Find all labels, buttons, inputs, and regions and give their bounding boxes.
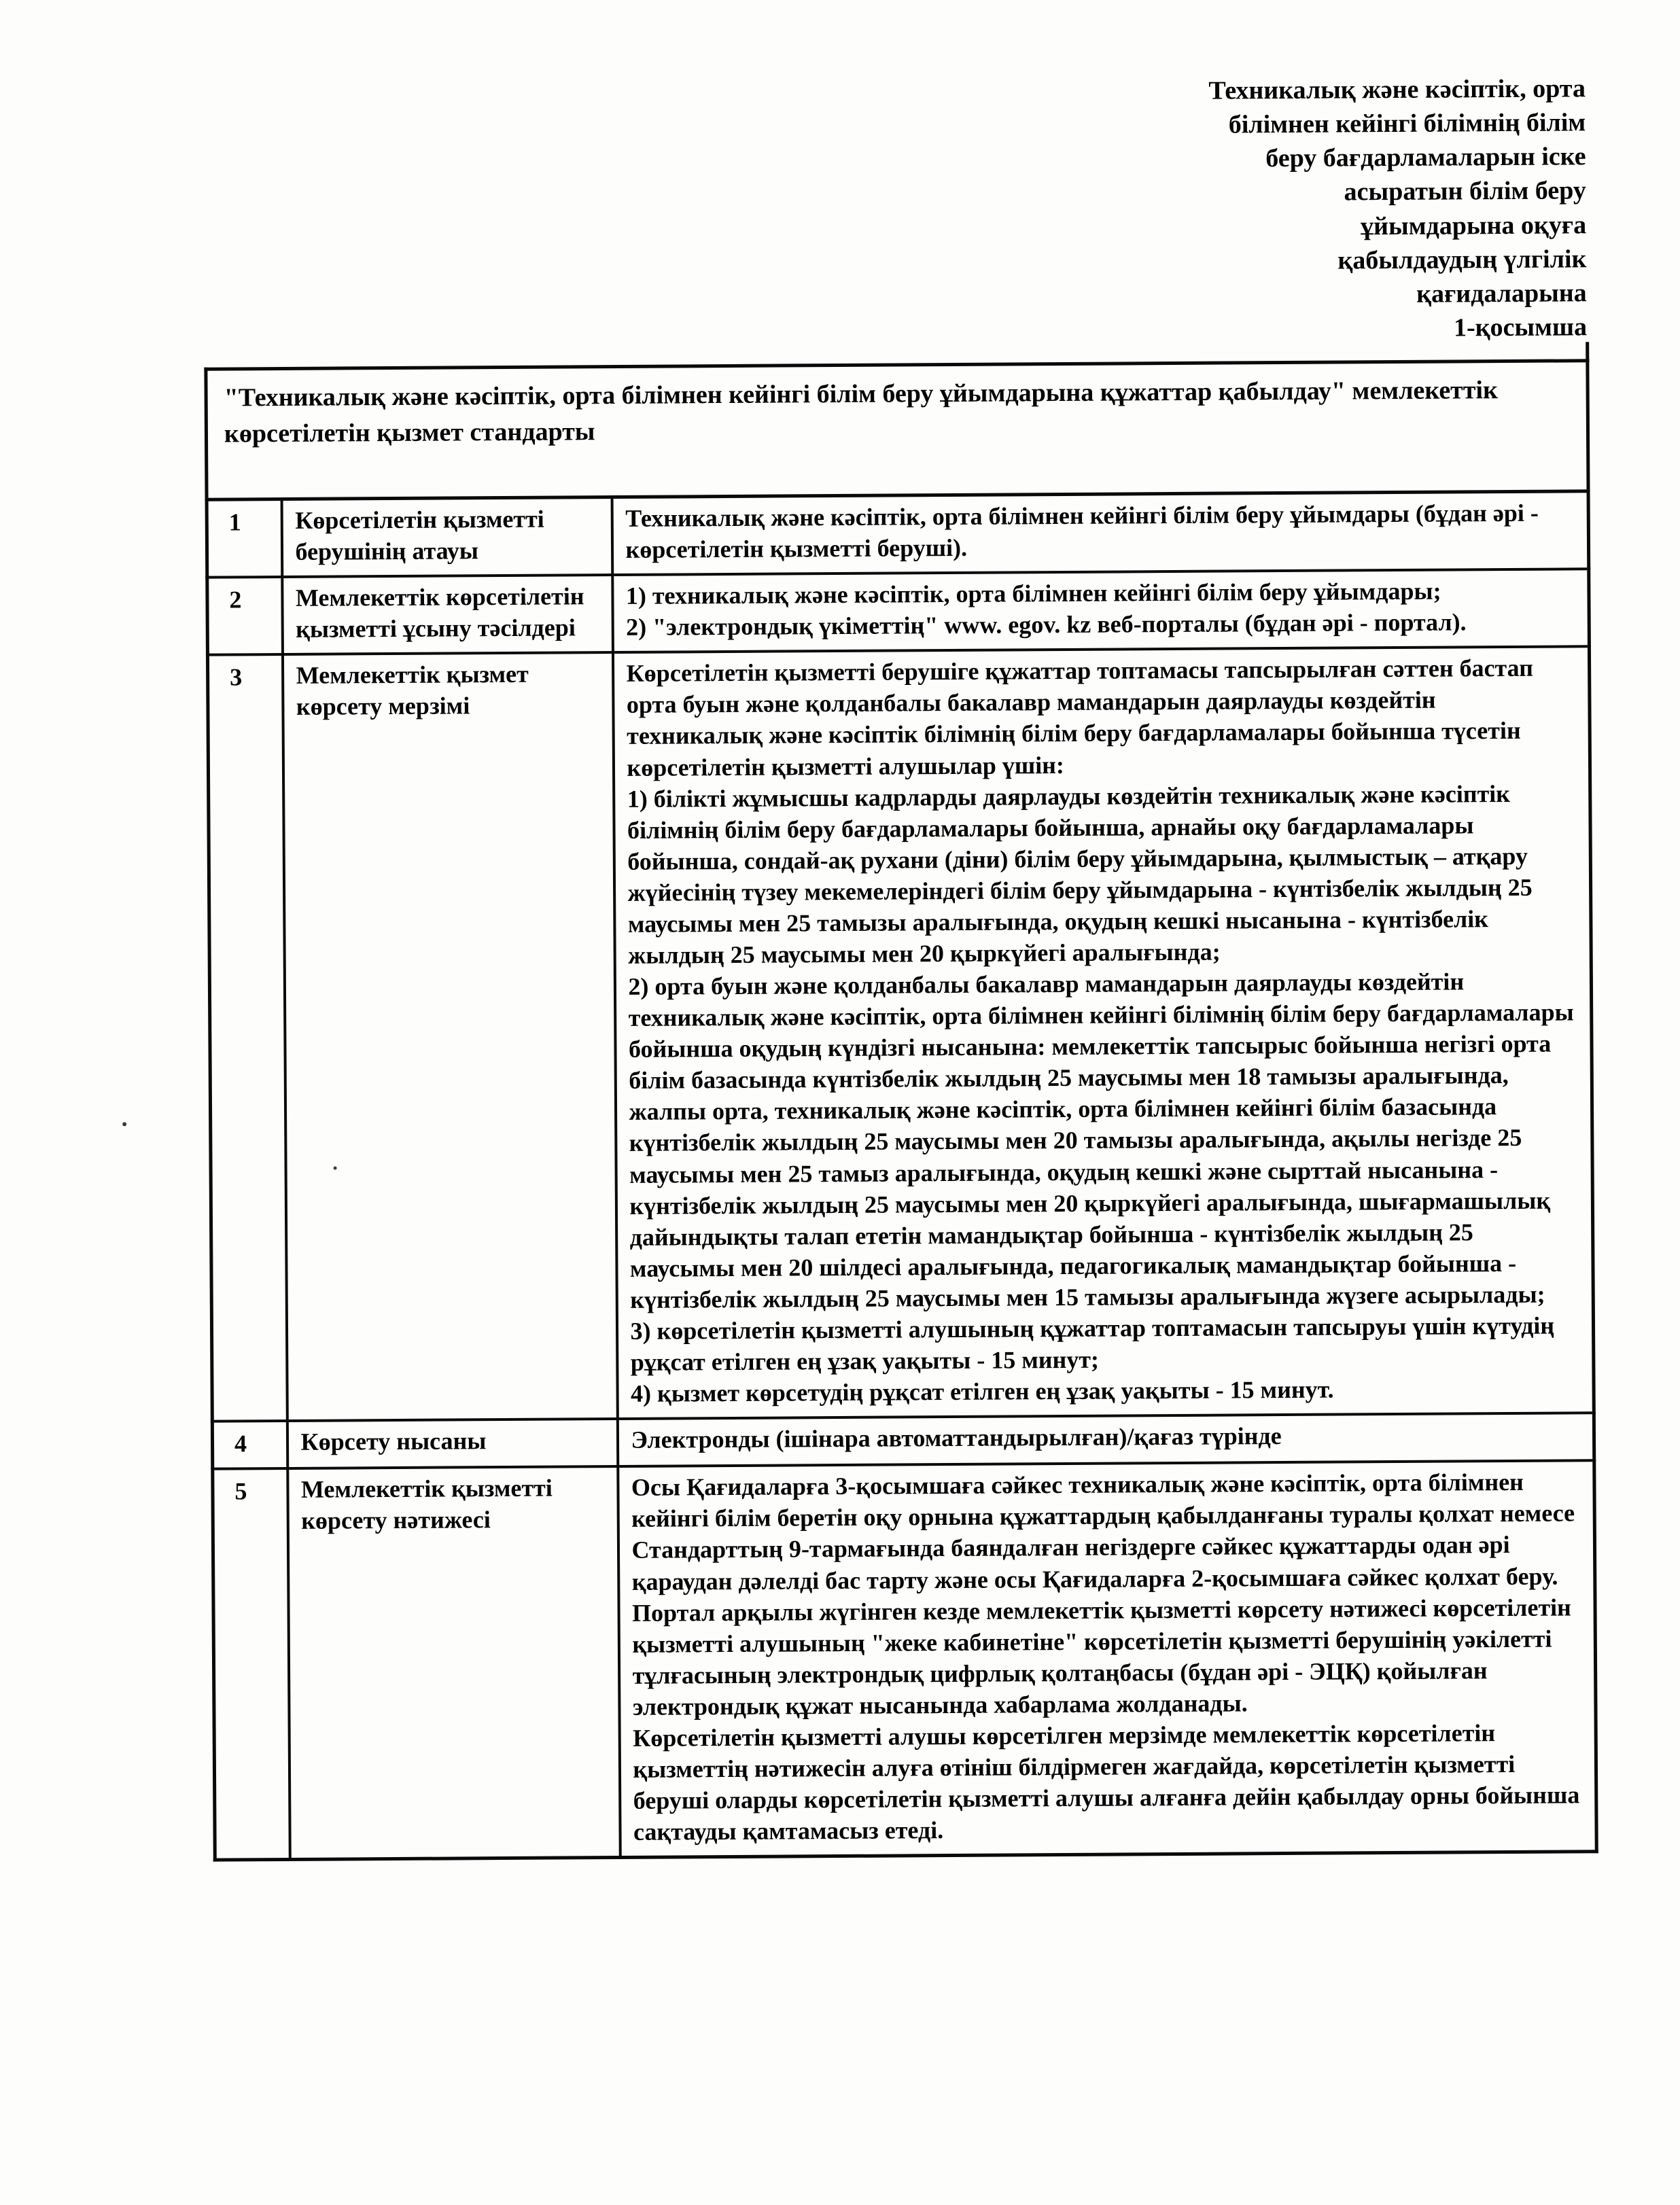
row-number: 2: [207, 577, 283, 655]
row-number: 5: [213, 1468, 290, 1860]
row-number: 1: [207, 499, 282, 578]
scan-noise-dot: [334, 1167, 337, 1170]
table-row: [213, 1460, 1596, 1860]
appendix-reference-note: Техникалық және кәсіптік, орта білімнен кейінгі білімнің білім беру бағдарламаларын іске асыратын білім беру ұйымдарына оқуға қабылдаудың үлгілік қағидаларына 1-қосымша: [1208, 74, 1588, 342]
row-content: Техникалық және кәсіптік, орта білімнен кейінгі білім беру ұйымдары (бұдан әрі - көрсетілетін қызметті беруші).: [612, 491, 1589, 575]
row-number: 4: [212, 1421, 287, 1469]
table-row: [207, 569, 1590, 655]
row-label: Мемлекеттік көрсетілетін қызметті ұсыну тәсілдері: [282, 575, 613, 654]
row-label: Көрсетілетін қызметті берушінің атауы: [281, 497, 612, 578]
row-content: Электронды (ішінара автоматтандырылған)/қағаз түрінде: [617, 1413, 1594, 1466]
row-label: Мемлекеттік қызмет көрсету мерзімі: [282, 652, 617, 1421]
document-title-box: [204, 359, 1590, 497]
row-content: Көрсетілетін қызметті берушіге құжаттар топтамасы тапсырылған сәттен бастап орта буын және қолданбалы бакалавр мамандарын даярлауды көздейтін техникалық және кәсіптік білімнің білім беру бағдарламалары бойынша түсетін көрсетілетін қызметті алушылар үшін: 1) білікті жұмысшы кадрларды даярлауды көздейтін техникалық және кәсіптік білімнің білім беру бағдарламалары бойынша, арнайы оқу бағдарламалары бойынша, сондай-ақ рухани (діни) білім беру ұйымдарына, қылмыстық – атқару жүйесінің түзеу мекемелеріндегі білім беру ұйымдарына - күнтізбелік жылдың 25 маусымы мен 25 тамызы аралығында, оқудың кешкі нысанына - күнтізбелік жылдың 25 маусымы мен 20 қыркүйегі аралығында; 2) орта буын және қолданбалы бакалавр мамандарын даярлауды көздейтін техникалық және кәсіптік, орта білімнен кейінгі білімнің білім беру бағдарламалары бойынша оқудың күндізгі нысанына: мемлекеттік тапсырыс бойынша негізгі орта білім базасында күнтізбелік жылдың 25 маусымы мен 18 тамызы аралығында, жалпы орта, техникалық және кәсіптік, орта білімнен кейінгі білім базасында күнтізбелік жылдың 25 маусымы мен 20 тамызы аралығында, ақылы негізде 25 маусымы мен 25 тамыз аралығында, оқудың кешкі және сырттай нысанына - күнтізбелік жылдың 25 маусымы мен 20 қыркүйегі аралығында, шығармашылық дайындықты талап ететін мамандықтар бойынша - күнтізбелік жылдың 25 маусымы мен 20 шілдесі аралығында, педагогикалық мамандықтар бойынша - күнтізбелік жылдың 25 маусымы мен 15 тамызы аралығында жүзеге асырылады; 3) көрсетілетін қызметті алушының құжаттар топтамасын тапсыруы үшін күтудің рұқсат етілген ең ұзақ уақыты - 15 минут; 4) қызмет көрсетудің рұқсат етілген ең ұзақ уақыты - 15 минут.: [612, 647, 1594, 1419]
row-content: Осы Қағидаларға 3-қосымшаға сәйкес техникалық және кәсіптік, орта білімнен кейінгі білім беретін оқу орнына құжаттардың қабылданғаны туралы қолхат немесе Стандарттың 9-тармағында баяндалған негіздерге сәйкес құжаттарды одан әрі қараудан дәлелді бас тарту және осы Қағидаларға 2-қосымшаға сәйкес қолхат беру. Портал арқылы жүгінген кезде мемлекеттік қызметті көрсету нәтижесі көрсетілетін қызметті алушының "жеке кабинетіне" көрсетілетін қызметті берушінің уәкілетті тұлғасының электрондық цифрлық қолтаңбасы (бұдан әрі - ЭЦҚ) қойылған электрондық құжат нысанында хабарлама жолданады. Көрсетілетін қызметті алушы көрсетілген мерзімде мемлекеттік көрсетілетін қызметтің нәтижесін алуға өтініш білдірмеген жағдайда, көрсетілетін қызметті беруші оларды көрсетілетін қызметті алушы алғанға дейін қабылдау орны бойынша сақтауды қамтамасыз етеді.: [618, 1460, 1596, 1857]
row-number: 3: [207, 654, 287, 1422]
table-row: [207, 491, 1589, 578]
scan-noise-dot: [122, 1122, 126, 1126]
row-content: 1) техникалық және кәсіптік, орта білімнен кейінгі білім беру ұйымдары; 2) "электрондық үкіметтің" www. egov. kz веб-порталы (бұдан әрі - портал).: [612, 569, 1590, 652]
row-label: Көрсету нысаны: [287, 1419, 617, 1468]
table-row: [207, 647, 1594, 1422]
table-row: [212, 1413, 1594, 1468]
service-standard-table: [205, 489, 1598, 1862]
document-title: "Техникалық және кәсіптік, орта білімнен кейінгі білім беру ұйымдарына құжаттар қабылдау" мемлекеттік көрсетілетін қызмет стандарты: [224, 376, 1499, 448]
row-label: Мемлекеттік қызметті көрсету нәтижесі: [287, 1466, 620, 1859]
